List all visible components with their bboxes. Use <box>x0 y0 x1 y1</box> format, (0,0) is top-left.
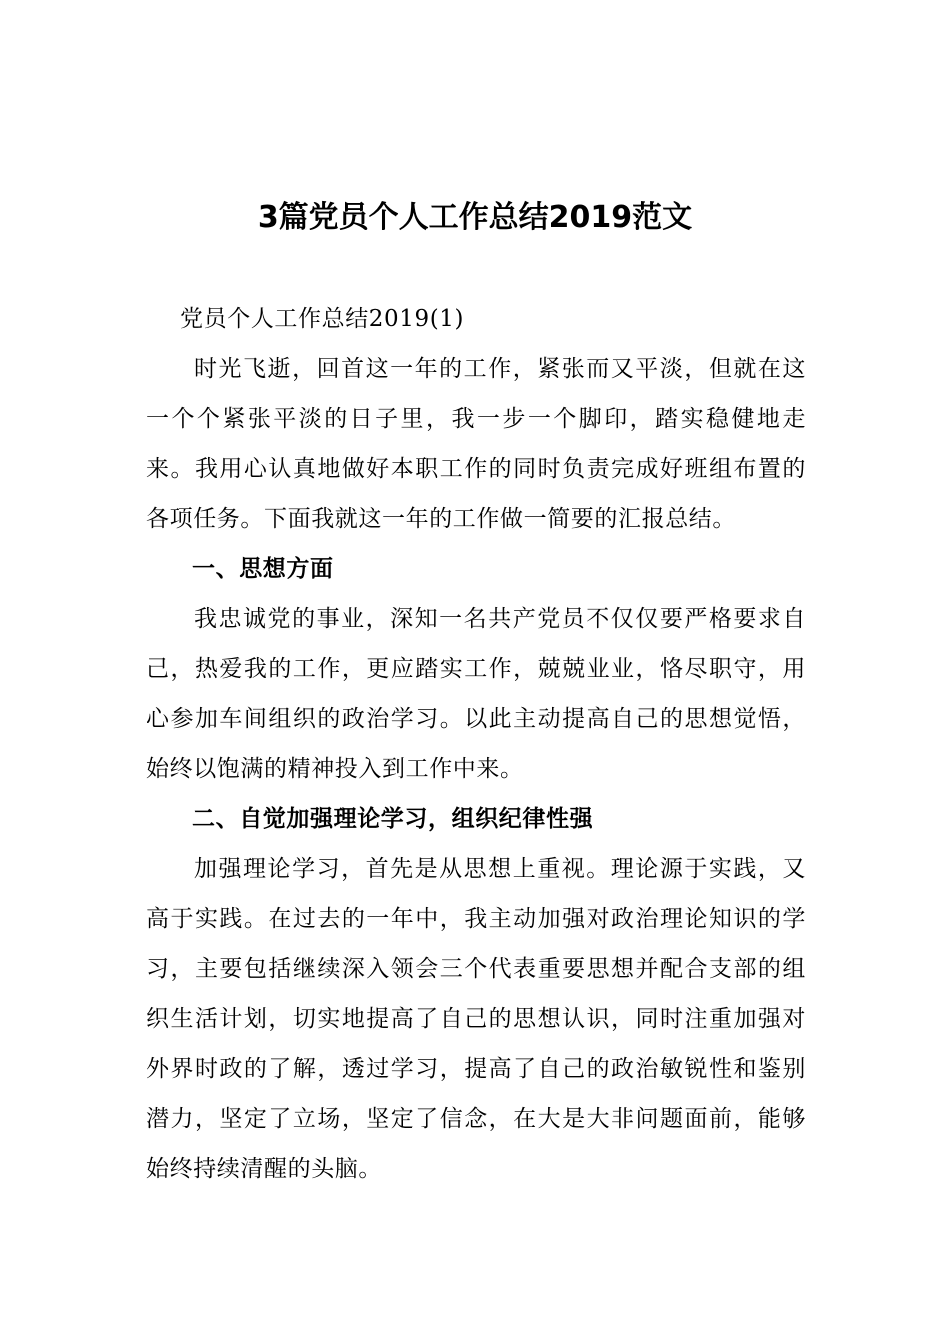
paragraph-theory-study: 加强理论学习，首先是从思想上重视。理论源于实践，又高于实践。在过去的一年中，我主动加强对政治理论知识的学习，主要包括继续深入领会三个代表重要思想并配合支部的组织生活计划，切实地提高了自己的思想认识，同时注重加强对外界时政的了解，透过学习，提高了自己的政治敏锐性和鉴别潜力，坚定了立场，坚定了信念，在大是大非问题面前，能够始终持续清醒的头脑。 <box>146 856 806 1182</box>
heading-thought: 一、思想方面 <box>192 555 334 582</box>
paragraph-thought: 我忠诚党的事业，深知一名共产党员不仅仅要严格要求自己，热爱我的工作，更应踏实工作，兢兢业业，恪尽职守，用心参加车间组织的政治学习。以此主动提高自己的思想觉悟，始终以饱满的精神投入到工作中来。 <box>146 606 806 782</box>
document-title: 3篇党员个人工作总结2019范文 <box>257 200 693 235</box>
section-title: 党员个人工作总结2019(1) <box>180 306 465 332</box>
document-body <box>146 294 806 1194</box>
paragraph-intro: 时光飞逝，回首这一年的工作，紧张而又平淡，但就在这一个个紧张平淡的日子里，我一步一个脚印，踏实稳健地走来。我用心认真地做好本职工作的同时负责完成好班组布置的各项任务。下面我就这一年的工作做一简要的汇报总结。 <box>146 356 806 532</box>
heading-theory-study: 二、自觉加强理论学习，组织纪律性强 <box>192 805 594 832</box>
